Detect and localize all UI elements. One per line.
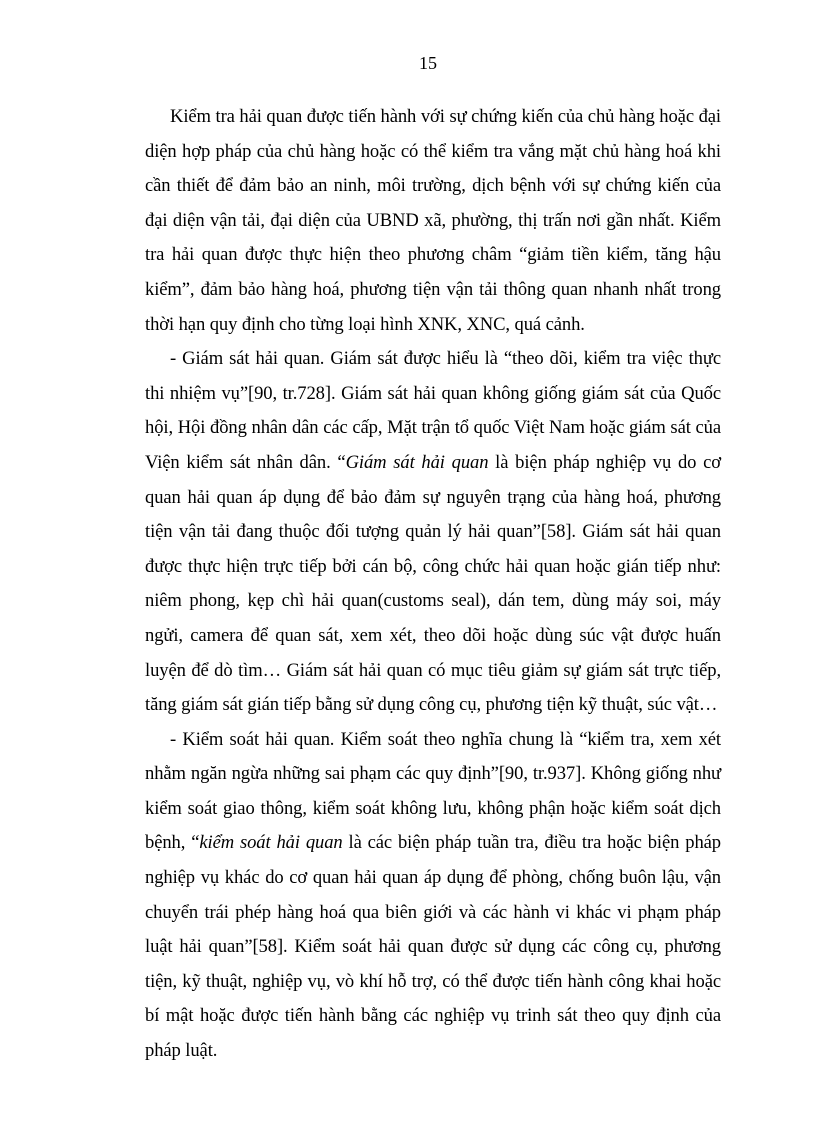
body-text: [145, 100, 721, 1069]
paragraph-text: là các biện pháp tuần tra, điều tra hoặc biện pháp nghiệp vụ khác do cơ quan hải quan áp dụng để phòng, chống buôn lậu, vận chuyển trái phép hàng hoá qua biên giới và các hành vi khác vi phạm pháp luật hải quan”[58]. Kiểm soát hải quan được sử dụng các công cụ, phương tiện, kỹ thuật, nghiệp vụ, vò khí hỗ trợ, có thể được tiến hành công khai hoặc bí mật hoặc được tiến hành bằng các nghiệp vụ trinh sát theo quy định của pháp luật.: [145, 832, 721, 1062]
paragraph-text: - Giám sát hải quan. Giám sát được hiểu là “theo dõi, kiểm tra việc thực thi nhiệm vụ”[90, tr.728]. Giám sát hải quan không giống giám sát của Quốc hội, Hội đồng nhân dân các cấp, Mặt trận tổ quốc Việt Nam hoặc giám sát của Viện kiểm sát nhân dân. “: [145, 348, 721, 473]
paragraph-text: Kiểm tra hải quan được tiến hành với sự chứng kiến của chủ hàng hoặc đại diện hợp pháp của chủ hàng hoặc có thể kiểm tra vắng mặt chủ hàng hoá khi cần thiết để đảm bảo an ninh, môi trường, dịch bệnh với sự chứng kiến của đại diện vận tải, đại diện của UBND xã, phường, thị trấn nơi gần nhất. Kiểm tra hải quan được thực hiện theo phương châm “giảm tiền kiểm, tăng hậu kiểm”, đảm bảo hàng hoá, phương tiện vận tải thông quan nhanh nhất trong thời hạn quy định cho từng loại hình XNK, XNC, quá cảnh.: [145, 106, 721, 335]
italic-term: Giám sát hải quan: [345, 451, 489, 473]
paragraph-text: là biện pháp nghiệp vụ do cơ quan hải quan áp dụng để bảo đảm sự nguyên trạng của hàng hoá, phương tiện vận tải đang thuộc đối tượng quản lý hải quan”[58]. Giám sát hải quan được thực hiện trực tiếp bởi cán bộ, công chức hải quan hoặc gián tiếp như: niêm phong, kẹp chì hải quan(customs seal), dán tem, dùng máy soi, máy ngửi, camera để quan sát, xem xét, theo dõi hoặc dùng súc vật được huấn luyện để dò tìm… Giám sát hải quan có mục tiêu giảm sự giám sát trực tiếp, tăng giám sát gián tiếp bằng sử dụng công cụ, phương tiện kỹ thuật, súc vật…: [145, 451, 722, 716]
italic-term: kiểm soát hải quan: [199, 832, 343, 854]
paragraph-text: - Kiểm soát hải quan. Kiểm soát theo nghĩa chung là “kiểm tra, xem xét nhằm ngăn ngừa những sai phạm các quy định”[90, tr.937]. Không giống như kiểm soát giao thông, kiểm soát không lưu, không phận hoặc kiểm soát dịch bệnh, “: [145, 728, 721, 854]
paragraph-customs-control: [145, 723, 721, 1069]
paragraph-customs-inspection: [145, 100, 721, 342]
paragraph-customs-supervision: [145, 342, 721, 723]
page-number: 15: [419, 53, 437, 73]
